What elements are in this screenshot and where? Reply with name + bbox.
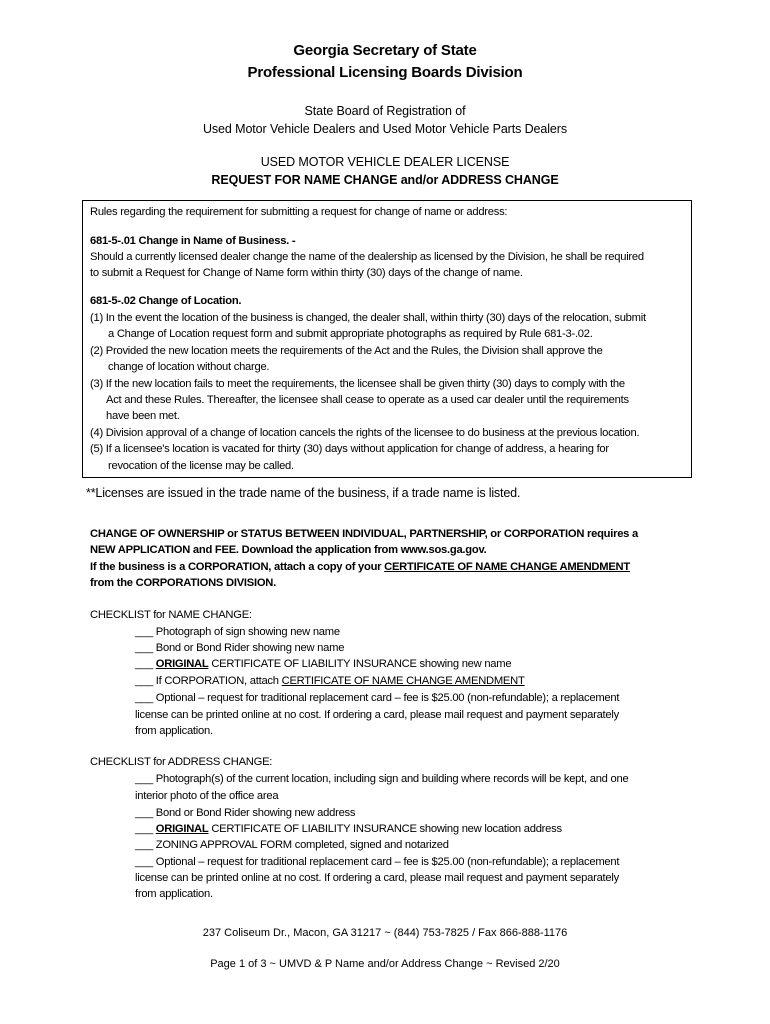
checklist-item: ___ Photograph(s) of the current location, including sign and building where records will be kept, and one (135, 773, 629, 785)
certificate-amendment-reference: CERTIFICATE OF NAME CHANGE AMENDMENT (384, 561, 630, 573)
rules-intro: Rules regarding the requirement for submitting a request for change of name or address: (90, 206, 508, 218)
rule-item: have been met. (106, 410, 180, 422)
form-title-2: REQUEST FOR NAME CHANGE and/or ADDRESS CHANGE (211, 173, 559, 187)
footer-address: 237 Coliseum Dr., Macon, GA 31217 ~ (844) 753-7825 / Fax 866-888-1176 (202, 927, 568, 939)
rule-text: Should a currently licensed dealer change the name of the dealership as licensed by the Division, he shall be required (90, 251, 644, 263)
checklist-item (135, 658, 511, 670)
board-line-1: State Board of Registration of (304, 104, 466, 118)
ownership-line: from the CORPORATIONS DIVISION. (90, 577, 276, 589)
checklist-text: CERTIFICATE OF LIABILITY INSURANCE showing new location address (208, 823, 562, 835)
rule-item: (2) Provided the new location meets the requirements of the Act and the Rules, the Division shall approve the (90, 345, 603, 357)
agency-title: Georgia Secretary of State (293, 42, 477, 59)
ownership-text: If the business is a CORPORATION, attach a copy of your (90, 561, 385, 573)
rule-item: (1) In the event the location of the business is changed, the dealer shall, within thirty (30) days of the relocation, submit (90, 312, 646, 324)
checklist-item: ___ Bond or Bond Rider showing new address (135, 807, 356, 819)
rule-item: revocation of the license may be called. (108, 460, 294, 472)
rule-item: Act and these Rules. Thereafter, the licensee shall cease to operate as a used car dealer until the requirements (106, 394, 629, 406)
rule-item: (5) If a licensee's location is vacated for thirty (30) days without application for change of address, a hearing for (90, 443, 609, 455)
checklist-item: ___ Photograph of sign showing new name (135, 626, 340, 638)
name-checklist-title: CHECKLIST for NAME CHANGE: (90, 609, 252, 621)
blank: ___ (135, 658, 156, 670)
trade-name-note: **Licenses are issued in the trade name of the business, if a trade name is listed. (86, 486, 521, 500)
checklist-text: CERTIFICATE OF LIABILITY INSURANCE showing new name (208, 658, 512, 670)
original-emphasis: ORIGINAL (155, 823, 209, 835)
ownership-line: NEW APPLICATION and FEE. Download the application from www.sos.ga.gov. (90, 544, 487, 556)
form-title-1: USED MOTOR VEHICLE DEALER LICENSE (260, 155, 510, 169)
checklist-item (135, 675, 525, 687)
rule-heading-name-change: 681-5-.01 Change in Name of Business. - (90, 235, 296, 247)
board-line-2: Used Motor Vehicle Dealers and Used Motor Vehicle Parts Dealers (202, 122, 567, 136)
checklist-item: ___ Optional – request for traditional replacement card – fee is $25.00 (non-refundable); a replacement (135, 856, 620, 868)
certificate-amendment-reference: CERTIFICATE OF NAME CHANGE AMENDMENT (281, 675, 525, 687)
checklist-item: from application. (135, 725, 213, 737)
rule-item: (4) Division approval of a change of location cancels the rights of the licensee to do business at the previous location. (90, 427, 640, 439)
ownership-line (90, 561, 630, 573)
address-checklist-title: CHECKLIST for ADDRESS CHANGE: (90, 756, 273, 768)
division-title: Professional Licensing Boards Division (247, 64, 523, 81)
checklist-item: license can be printed online at no cost. If ordering a card, please mail request and payment separately (135, 709, 619, 721)
checklist-item: ___ Optional – request for traditional replacement card – fee is $25.00 (non-refundable); a replacement (135, 692, 620, 704)
rule-text: to submit a Request for Change of Name form within thirty (30) days of the change of name. (90, 267, 523, 279)
rule-heading-change-of-location: 681-5-.02 Change of Location. (90, 295, 242, 307)
checklist-item: ___ ZONING APPROVAL FORM completed, signed and notarized (135, 839, 449, 851)
footer-page-number: Page 1 of 3 ~ UMVD & P Name and/or Address Change ~ Revised 2/20 (210, 958, 560, 970)
checklist-item: from application. (135, 888, 213, 900)
blank: ___ (135, 823, 156, 835)
checklist-item (135, 823, 562, 835)
rule-item: change of location without charge. (108, 361, 270, 373)
checklist-text: ___ If CORPORATION, attach (135, 675, 282, 687)
checklist-item: ___ Bond or Bond Rider showing new name (135, 642, 345, 654)
ownership-line: CHANGE OF OWNERSHIP or STATUS BETWEEN INDIVIDUAL, PARTNERSHIP, or CORPORATION requires a (90, 528, 638, 540)
rule-item: (3) If the new location fails to meet the requirements, the licensee shall be given thirty (30) days to comply with the (90, 378, 625, 390)
rule-item: a Change of Location request form and submit appropriate photographs as required by Rule 681-3-.02. (108, 328, 593, 340)
original-emphasis: ORIGINAL (155, 658, 209, 670)
checklist-item: license can be printed online at no cost. If ordering a card, please mail request and payment separately (135, 872, 619, 884)
checklist-item: interior photo of the office area (135, 790, 279, 802)
